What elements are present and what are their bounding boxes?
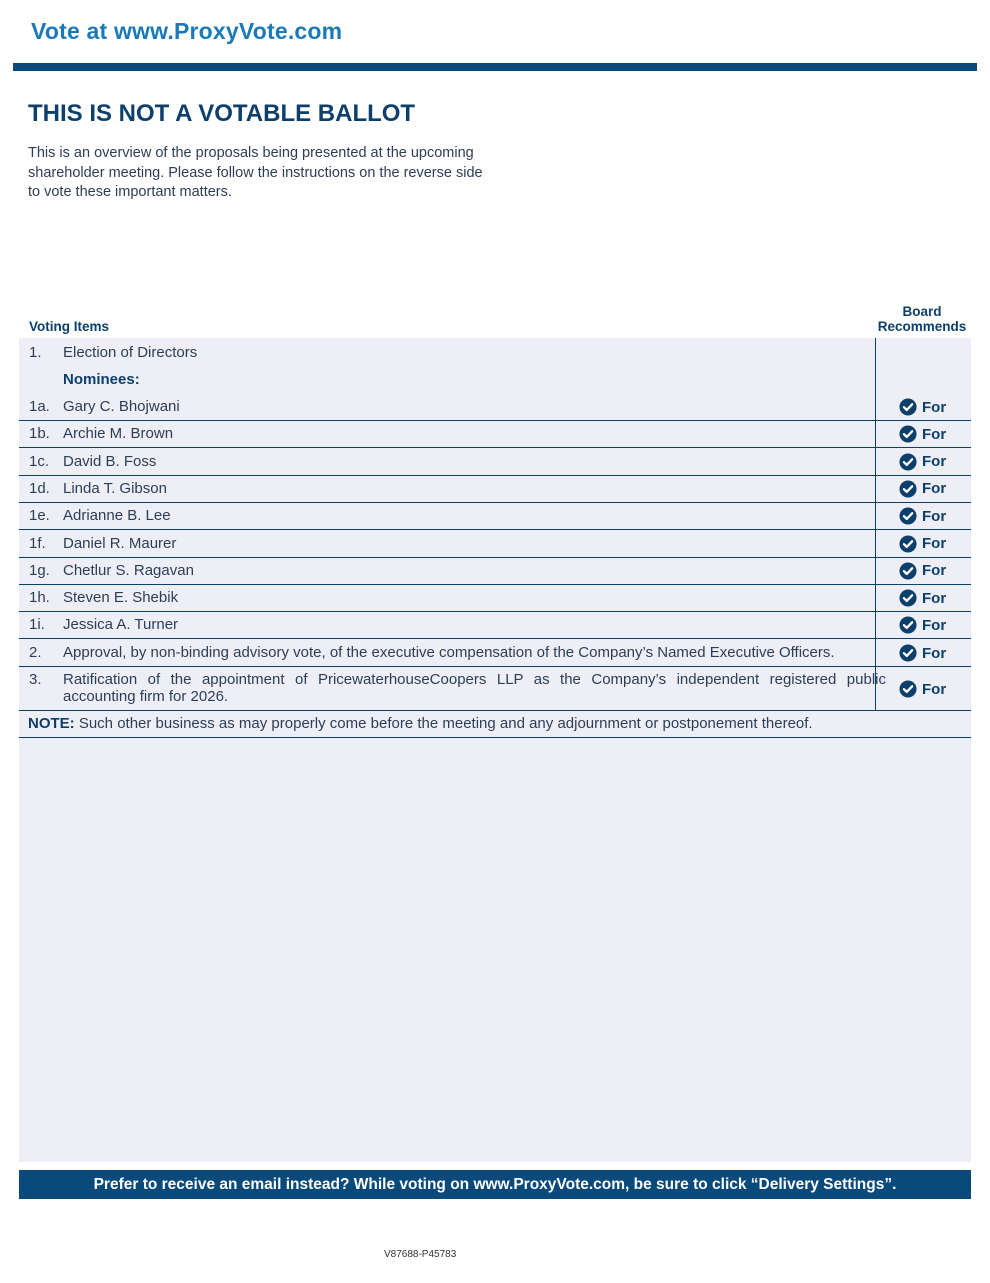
row-divider (19, 502, 971, 503)
check-circle-icon (899, 589, 917, 607)
note-text (28, 715, 813, 732)
nominees-label: Nominees: (63, 371, 140, 388)
nominee-name: Linda T. Gibson (63, 479, 167, 497)
row-divider (19, 420, 971, 421)
check-circle-icon (899, 616, 917, 634)
check-circle-icon (899, 425, 917, 443)
nominee-name: David B. Foss (63, 452, 157, 470)
nominee-recommendation (899, 616, 946, 634)
header-divider (13, 63, 977, 71)
row-divider (19, 737, 971, 738)
row-divider (19, 638, 971, 639)
recommendation-label: For (922, 507, 947, 525)
column-divider (875, 338, 876, 710)
item-2-number: 2. (29, 644, 42, 661)
nominee-name: Steven E. Shebik (63, 589, 179, 607)
recommendation-label: For (922, 398, 947, 416)
item-1-text: Election of Directors (63, 344, 198, 361)
nominee-recommendation (899, 562, 946, 580)
note-body: Such other business as may properly come before the meeting and any adjournment or postponement thereof. (74, 715, 813, 732)
nominee-number: 1d. (29, 479, 50, 497)
nominee-recommendation (899, 535, 946, 553)
recommendation-label: For (922, 453, 947, 471)
nominee-name: Chetlur S. Ragavan (63, 561, 194, 579)
nominee-number: 1a. (29, 398, 50, 415)
row-divider (19, 475, 971, 476)
recommendation-label: For (922, 616, 947, 634)
item-2-text: Approval, by non-binding advisory vote, of the executive compensation of the Company’s Named Executive Officers. (63, 644, 835, 661)
check-circle-icon (899, 480, 917, 498)
nominee-recommendation (899, 398, 946, 416)
check-circle-icon (899, 680, 917, 698)
item-3-text: Ratification of the appointment of PricewaterhouseCoopers LLP as the Company’s independent registered public accounting firm for 2026. (63, 671, 886, 705)
check-circle-icon (899, 644, 917, 662)
nominee-number: 1b. (29, 425, 50, 443)
recommendation-label: For (922, 644, 947, 662)
check-circle-icon (899, 398, 917, 416)
nominee-number: 1g. (29, 561, 50, 579)
item-1-number: 1. (29, 344, 42, 361)
check-circle-icon (899, 535, 917, 553)
nominee-recommendation (899, 507, 946, 525)
row-divider (19, 666, 971, 667)
note-label: NOTE: (28, 715, 75, 732)
delivery-settings-banner: Prefer to receive an email instead? While voting on www.ProxyVote.com, be sure to click “Delivery Settings”. (19, 1170, 971, 1199)
ballot-heading: THIS IS NOT A VOTABLE BALLOT (28, 100, 416, 127)
board-recommends-header (872, 304, 972, 334)
row-divider (19, 557, 971, 558)
nominee-name: Daniel R. Maurer (63, 534, 177, 552)
nominee-number: 1c. (29, 452, 50, 470)
nominee-name: Jessica A. Turner (63, 616, 179, 634)
recommendation-label: For (922, 480, 947, 498)
nominee-recommendation (899, 453, 946, 471)
item-3-number: 3. (29, 671, 42, 688)
check-circle-icon (899, 507, 917, 525)
item-2-recommendation (899, 644, 946, 662)
row-divider (19, 584, 971, 585)
row-divider (19, 447, 971, 448)
nominee-number: 1h. (29, 589, 50, 607)
nominee-name: Gary C. Bhojwani (63, 398, 180, 415)
nominee-number: 1e. (29, 507, 50, 525)
voting-items-header: Voting Items (29, 319, 110, 334)
board-header-line1: Board (902, 304, 942, 319)
recommendation-label: For (922, 562, 947, 580)
document-code: V87688-P45783 (384, 1249, 457, 1260)
check-circle-icon (899, 562, 917, 580)
voting-panel (19, 338, 971, 1162)
header-title: Vote at www.ProxyVote.com (31, 18, 343, 44)
nominee-recommendation (899, 480, 946, 498)
board-header-line2: Recommends (877, 319, 967, 334)
recommendation-label: For (922, 680, 947, 698)
check-circle-icon (899, 453, 917, 471)
intro-text: This is an overview of the proposals being presented at the upcoming shareholder meeting. Please follow the instructions on the reverse side to vote these important matters. (28, 145, 483, 200)
recommendation-label: For (922, 535, 947, 552)
nominee-number: 1i. (29, 616, 45, 634)
item-3-recommendation (899, 680, 946, 698)
recommendation-label: For (922, 425, 947, 443)
nominee-recommendation (899, 589, 946, 607)
row-divider (19, 529, 971, 530)
row-divider (19, 611, 971, 612)
nominee-number: 1f. (29, 534, 46, 552)
nominee-recommendation (899, 425, 946, 443)
nominee-name: Archie M. Brown (63, 425, 174, 443)
row-divider (19, 710, 971, 711)
nominee-name: Adrianne B. Lee (63, 507, 171, 525)
recommendation-label: For (922, 589, 947, 607)
